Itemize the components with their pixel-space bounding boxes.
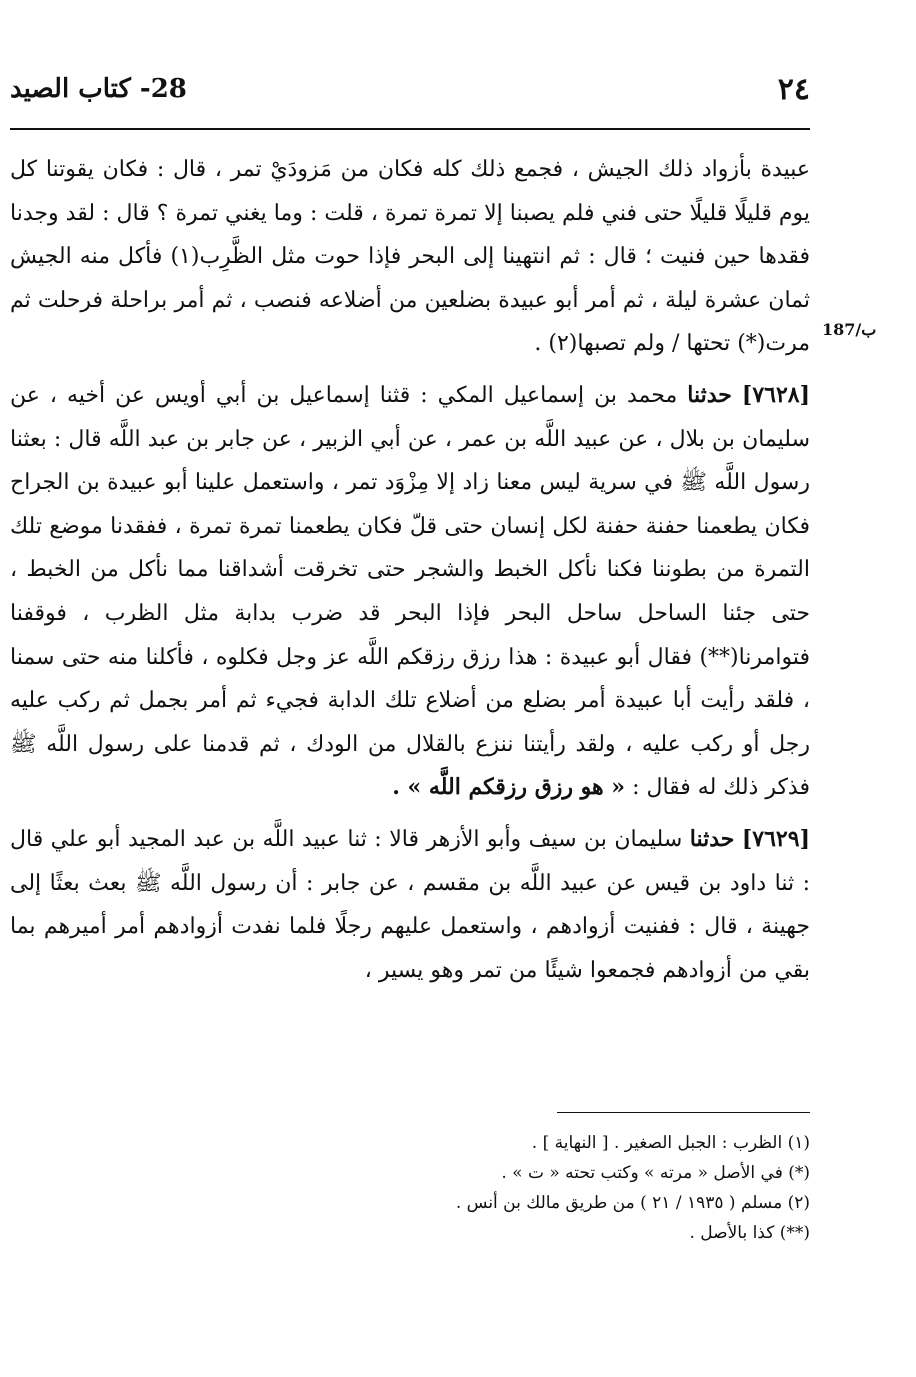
footnote-item: (*) في الأصل « مرته » وكتب تحته « ت » . xyxy=(501,1163,810,1183)
manuscript-folio-note: 187/ب xyxy=(822,320,877,339)
footnote-item: (٢) مسلم ( ١٩٣٥ / ٢١ ) من طريق مالك بن أنس . xyxy=(455,1193,810,1213)
hadith-text: سليمان بن سيف وأبو الأزهر قالا : ثنا عبيد اللَّه بن عبد المجيد أبو علي قال : ثنا داود بن قيس عن عبيد اللَّه بن مقسم ، عن جابر : أن رسول اللَّه ﷺ بعث بعثًا إلى جهينة ، قال : ففنيت أزوادهم ، واستعمل عليهم رجلًا فلما نفدت أزوادهم أمر أميرهم بما بقي من أزوادهم فجمعوا شيئًا من تمر وهو يسير ، xyxy=(10,826,810,983)
hadith-number: [٧٦٢٨] xyxy=(741,381,810,408)
hadith-text: محمد بن إسماعيل المكي : قثنا إسماعيل بن أبي أويس عن أخيه ، عن سليمان بن بلال ، عن عبيد اللَّه بن عمر ، عن أبي الزبير ، عن جابر بن عبد اللَّه قال : بعثنا رسول اللَّه ﷺ في سرية ليس معنا زاد إلا مِزْوَد تمر ، واستعمل علينا أبو عبيدة بن الجراح فكان يطعمنا حفنة حفنة لكل إنسان حتى قلّ فكان يطعمنا تمرة تمرة ، ففقدنا موضع تلك التمرة من بطوننا فكنا نأكل الخبط والشجر حتى تخرقت أشداقنا مما نأكل من الخبط ، حتى جئنا الساحل ساحل البحر فإذا البحر قد ضرب بدابة مثل الظرب ، فوقفنا فتوامرنا(**) فقال أبو عبيدة : هذا رزق رزقكم اللَّه عز وجل فكلوه ، فأكلنا منه حتى سمنا ، فلقد رأيت أبا عبيدة أمر بضلع من أضلاع تلك الدابة فجيء ثم أمر بجمل ثم ركب عليه رجل أو ركب عليه ، ولقد رأيتنا ننزع بالقلال من الودك ، ثم قدمنا على رسول اللَّه ﷺ فذكر ذلك له فقال : xyxy=(10,382,810,801)
page-number: ٢٤ xyxy=(777,72,810,107)
page-header xyxy=(10,72,810,122)
footnote-rule xyxy=(557,1112,810,1113)
footnotes xyxy=(10,1128,810,1248)
hadith-lead: حدثنا xyxy=(689,825,735,852)
footnote-item: (١) الظرب : الجبل الصغير . [ النهاية ] . xyxy=(531,1133,810,1153)
book-title: 28- كتاب الصيد xyxy=(10,74,187,104)
hadith-7629 xyxy=(10,818,810,992)
hadith-quote: « هو رزق رزقكم اللَّه » . xyxy=(392,774,626,801)
hadith-number: [٧٦٢٩] xyxy=(741,825,810,852)
paragraph-text: عبيدة بأزواد ذلك الجيش ، فجمع ذلك كله فكان من مَزودَيْ تمر ، قال : فكان يقوتنا كل يوم قليلًا قليلًا حتى فني فلم يصبنا إلا تمرة تمرة ، قلت : وما يغني تمرة ؟ قال : لقد وجدنا فقدها حين فنيت ؛ قال : ثم انتهينا إلى البحر فإذا حوت مثل الظَّرِب(١) فأكل منه الجيش ثمان عشرة ليلة ، ثم أمر أبو عبيدة بضلعين من أضلاعه فنصب ، ثم أمر براحلة فرحلت ثم مرت(*) تحتها / ولم تصبها(٢) . xyxy=(10,157,810,357)
hadith-lead: حدثنا xyxy=(687,381,732,408)
header-rule xyxy=(10,128,810,130)
hadith-7628 xyxy=(10,374,810,810)
paragraph-continuation xyxy=(10,148,810,366)
main-text xyxy=(10,148,810,992)
footnote-item: (**) كذا بالأصل . xyxy=(689,1223,810,1243)
